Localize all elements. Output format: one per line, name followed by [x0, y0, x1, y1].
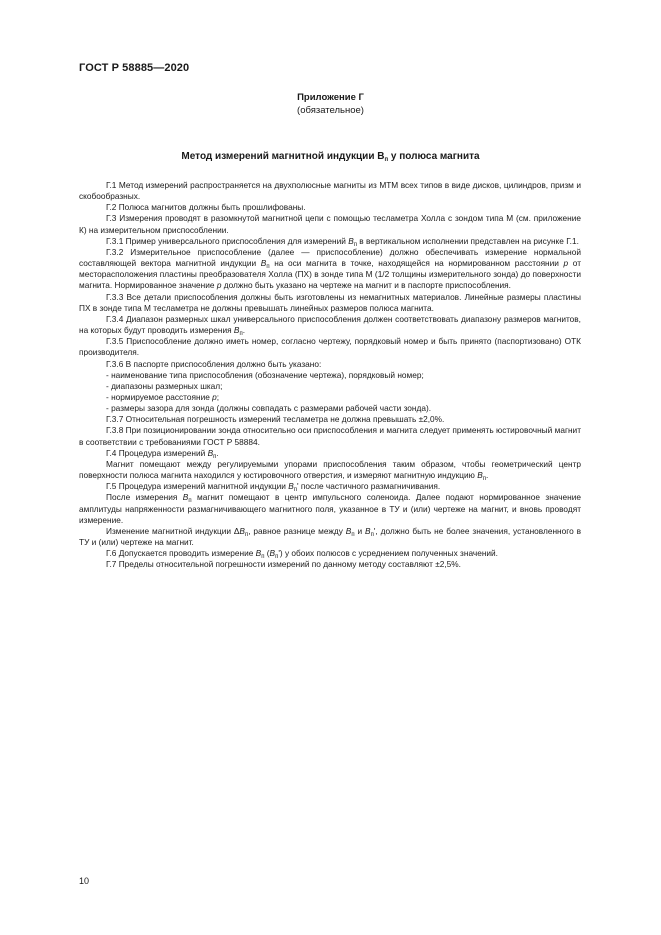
paragraph: Г.3.1 Пример универсального приспособления для измерений $B_п$ в вертикальном исполнении представлен на рисунке Г.1. [106, 235, 579, 248]
section-title [0, 151, 661, 162]
paragraph: Г.3.3 Все детали приспособления должны быть изготовлены из немагнитных материалов. Линейные размеры пластины ПХ в зонде типа М тесламетра не должны превышать линейных размеров полюса магнита. [79, 291, 581, 313]
paragraph: - размеры зазора для зонда (должны совпадать с размерами рабочей части зонда). [106, 403, 432, 414]
section-title-sub: п [384, 157, 389, 163]
paragraph: - нормируемое расстояние p; [106, 391, 220, 402]
paragraph: Г.5 Процедура измерений магнитной индукции $B_п'$ после частичного размагничивания. [106, 481, 441, 494]
paragraph: Магнит помещают между регулируемыми упорами приспособления таким образом, чтобы геометрический центр поверхности полюса магнита находился у юстировочного отверстия, и измеряют магнитную индукцию $B_п$. [79, 458, 581, 483]
section-title-post: у полюса магнита [388, 151, 480, 162]
paragraph: Г.3.8 При позиционировании зонда относительно оси приспособления и магнита следует применять юстировочный магнит в соответствии с требованиями ГОСТ Р 58884. [79, 425, 581, 447]
paragraph: Г.7 Пределы относительной погрешности измерений по данному методу составляют ±2,5%. [106, 559, 461, 570]
paragraph: Г.3.7 Относительная погрешность измерений тесламетра не должна превышать ±2,0%. [106, 414, 445, 425]
paragraph: Г.4 Процедура измерений $B_п$. [106, 447, 219, 460]
paragraph: Г.3.4 Диапазон размерных шкал универсального приспособления должен соответствовать диапазону размеров магнитов, на которых будут проводить измерения $B_п$. [79, 313, 581, 338]
appendix-heading [0, 91, 661, 117]
paragraph: Изменение магнитной индукции $\Delta B_п$, равное разнице между $B_п$ и $B_п'$, должно быть не более значения, установленного в ТУ и (или) чертеже на магнит. [79, 525, 582, 547]
paragraph: Г.1 Метод измерений распространяется на двухполюсные магниты из МТМ всех типов в виде дисков, цилиндров, призм и скобообразных. [79, 180, 581, 202]
document-code-header: ГОСТ Р 58885—2020 [79, 62, 190, 74]
paragraph: Г.3 Измерения проводят в разомкнутой магнитной цепи с помощью тесламетра Холла с зондом типа М (см. приложение К) на измерительном приспособлении. [79, 213, 581, 235]
paragraph: Г.3.2 Измерительное приспособление (далее — приспособление) должно обеспечивать измерение нормальной составляющей вектора магнитной индукции $B_п$ на оси магнита в точке, находящейся на нормированном расстоянии p от месторасположения пластины преобразователя Холла (ПХ) в зонде типа М (1/2 толщины измерительного зонда) до поверхности магнита. Нормированное значение p должно быть указано на чертеже на магнит и в паспорте приспособления. [79, 246, 582, 291]
paragraph: - наименование типа приспособления (обозначение чертежа), порядковый номер; [106, 369, 424, 380]
document-body [79, 180, 581, 570]
paragraph: Г.3.5 Приспособление должно иметь номер, согласно чертежу, порядковый номер и быть принято (паспортизовано) ОТК производителя. [79, 336, 581, 358]
appendix-status: (обязательное) [297, 105, 364, 116]
paragraph: Г.6 Допускается проводить измерение $B_п$ $(B_п')$ у обоих полюсов с усреднением полученных значений. [106, 548, 498, 561]
section-title-pre: Метод измерений магнитной индукции B [181, 151, 385, 162]
paragraph: Г.3.6 В паспорте приспособления должно быть указано: [106, 358, 322, 369]
paragraph: - диапазоны размерных шкал; [106, 380, 223, 391]
page-number: 10 [79, 876, 90, 886]
appendix-title: Приложение Г [297, 92, 364, 103]
paragraph: После измерения $B_п$ магнит помещают в центр импульсного соленоида. Далее подают нормированное значение амплитуды напряженности размагничивающего магнитного поля, указанное в ТУ и (или) чертеже на магнит, и вновь проводят измерение. [79, 492, 581, 525]
paragraph: Г.2 Полюса магнитов должны быть прошлифованы. [106, 202, 306, 213]
